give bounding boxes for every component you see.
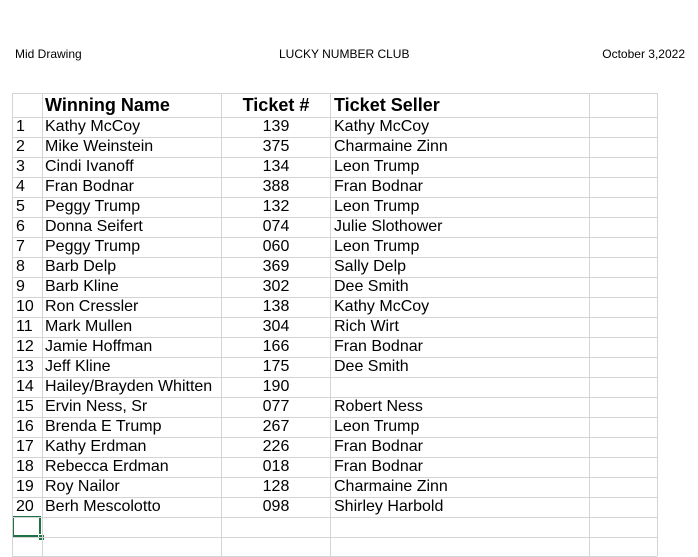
row-number[interactable]: 12: [16, 338, 34, 355]
table-row: [12, 497, 657, 517]
grid-row-line: [12, 457, 657, 458]
row-number[interactable]: 10: [16, 298, 34, 315]
ticket-number-cell[interactable]: 139: [262, 118, 290, 135]
row-number[interactable]: 11: [16, 318, 33, 335]
ticket-seller-cell[interactable]: Kathy McCoy: [334, 118, 430, 135]
ticket-seller-cell[interactable]: Fran Bodnar: [334, 178, 423, 195]
ticket-number-cell[interactable]: 304: [262, 318, 290, 335]
ticket-number-cell[interactable]: 128: [262, 478, 290, 495]
ticket-seller-cell[interactable]: Charmaine Zinn: [334, 478, 448, 495]
row-number[interactable]: 17: [16, 438, 34, 455]
table-row: [12, 137, 657, 157]
table-row: [12, 417, 657, 437]
row-number[interactable]: 4: [16, 178, 25, 195]
grid-row-line: [12, 357, 657, 358]
winning-name-cell[interactable]: Roy Nailor: [45, 478, 120, 495]
ticket-seller-cell[interactable]: Robert Ness: [334, 398, 423, 415]
winning-name-cell[interactable]: Donna Seifert: [45, 218, 143, 235]
ticket-number-cell[interactable]: 060: [262, 238, 290, 255]
grid-row-line: [12, 517, 657, 518]
grid-row-line: [12, 137, 657, 138]
grid-row-line: [12, 297, 657, 298]
winning-name-cell[interactable]: Brenda E Trump: [45, 418, 162, 435]
ticket-number-cell[interactable]: 226: [262, 438, 290, 455]
ticket-number-cell[interactable]: 190: [262, 378, 290, 395]
ticket-seller-cell[interactable]: Charmaine Zinn: [334, 138, 448, 155]
grid-row-line: [12, 497, 657, 498]
ticket-number-cell[interactable]: 018: [262, 458, 290, 475]
winning-name-cell[interactable]: Ron Cressler: [45, 298, 139, 315]
winning-name-cell[interactable]: Peggy Trump: [45, 198, 141, 215]
ticket-seller-cell[interactable]: Leon Trump: [334, 158, 420, 175]
table-row: [12, 277, 657, 297]
row-number[interactable]: 7: [16, 238, 25, 255]
ticket-seller-cell[interactable]: Fran Bodnar: [334, 458, 423, 475]
ticket-number-cell[interactable]: 166: [262, 338, 290, 355]
ticket-number-cell[interactable]: 175: [262, 358, 290, 375]
ticket-seller-cell[interactable]: Fran Bodnar: [334, 338, 423, 355]
table-row: [12, 437, 657, 457]
grid-row-line: [12, 157, 657, 158]
ticket-seller-cell[interactable]: Dee Smith: [334, 278, 409, 295]
grid-row-line: [12, 477, 657, 478]
table-row: [12, 397, 657, 417]
row-number[interactable]: 8: [16, 258, 25, 275]
ticket-number-cell[interactable]: 369: [262, 258, 290, 275]
winning-name-cell[interactable]: Berh Mescolotto: [45, 498, 161, 515]
table-row: [12, 117, 657, 137]
ticket-seller-cell[interactable]: Dee Smith: [334, 358, 409, 375]
ticket-number-cell[interactable]: 098: [262, 498, 290, 515]
ticket-number-cell[interactable]: 375: [262, 138, 290, 155]
grid-row-line: [12, 177, 657, 178]
ticket-seller-cell[interactable]: Leon Trump: [334, 418, 420, 435]
grid-row-line: [12, 417, 657, 418]
table-row: [12, 317, 657, 337]
winning-name-cell[interactable]: Barb Kline: [45, 278, 119, 295]
winning-name-cell[interactable]: Peggy Trump: [45, 238, 141, 255]
grid-row-line: [12, 277, 657, 278]
winning-name-cell[interactable]: Jeff Kline: [45, 358, 111, 375]
winning-name-cell[interactable]: Mike Weinstein: [45, 138, 154, 155]
table-row: [12, 237, 657, 257]
winning-name-cell[interactable]: Jamie Hoffman: [45, 338, 153, 355]
row-number[interactable]: 16: [16, 418, 34, 435]
row-number[interactable]: 6: [16, 218, 25, 235]
table-row: [12, 177, 657, 197]
table-row: [12, 197, 657, 217]
winning-name-cell[interactable]: Kathy McCoy: [45, 118, 141, 135]
winning-name-cell[interactable]: Kathy Erdman: [45, 438, 147, 455]
selected-cell[interactable]: [12, 516, 41, 537]
row-number[interactable]: 18: [16, 458, 34, 475]
winning-name-cell[interactable]: Cindi Ivanoff: [45, 158, 134, 175]
header-center-title: LUCKY NUMBER CLUB: [279, 47, 410, 61]
table-row: [12, 297, 657, 317]
ticket-seller-cell[interactable]: Leon Trump: [334, 198, 420, 215]
header-left-text: Mid Drawing: [15, 47, 82, 61]
table-row: [12, 457, 657, 477]
grid-row-line: [12, 377, 657, 378]
ticket-seller-cell[interactable]: [334, 377, 589, 397]
grid-row-line: [12, 337, 657, 338]
winning-name-cell[interactable]: Fran Bodnar: [45, 178, 134, 195]
winning-name-cell[interactable]: Mark Mullen: [45, 318, 133, 335]
grid-column-line: [42, 93, 43, 556]
grid-row-line: [12, 93, 657, 94]
winning-name-cell[interactable]: Rebecca Erdman: [45, 458, 169, 475]
grid-row-line: [12, 237, 657, 238]
column-header-ticket[interactable]: Ticket #: [242, 95, 310, 115]
ticket-number-cell[interactable]: 267: [262, 418, 290, 435]
winning-name-cell[interactable]: Hailey/Brayden Whitten: [45, 378, 213, 395]
row-number[interactable]: 2: [16, 138, 25, 155]
row-number[interactable]: 15: [16, 398, 34, 415]
ticket-seller-cell[interactable]: Fran Bodnar: [334, 438, 423, 455]
grid-column-line: [221, 93, 222, 556]
table-row: [12, 477, 657, 497]
grid-row-line: [12, 437, 657, 438]
row-number[interactable]: 14: [16, 378, 34, 395]
grid-row-line: [12, 397, 657, 398]
grid-row-line: [12, 117, 657, 118]
ticket-seller-cell[interactable]: Kathy McCoy: [334, 298, 430, 315]
grid-row-line: [12, 217, 657, 218]
grid-row-line: [12, 257, 657, 258]
ticket-seller-cell[interactable]: Julie Slothower: [334, 218, 443, 235]
header-right-date: October 3,2022: [602, 47, 685, 61]
winning-name-cell[interactable]: Barb Delp: [45, 258, 117, 275]
column-header-ticket-seller[interactable]: Ticket Seller: [334, 95, 440, 115]
row-number[interactable]: 19: [16, 478, 34, 495]
ticket-seller-cell[interactable]: Leon Trump: [334, 238, 420, 255]
ticket-number-cell[interactable]: 074: [262, 218, 290, 235]
ticket-number-cell[interactable]: 132: [262, 198, 290, 215]
grid-column-line: [12, 93, 13, 556]
column-header-winning-name[interactable]: Winning Name: [45, 95, 170, 115]
table-row: [12, 377, 657, 397]
ticket-number-cell[interactable]: 302: [262, 278, 290, 295]
row-number[interactable]: 9: [16, 278, 25, 295]
ticket-number-cell[interactable]: 138: [262, 298, 290, 315]
table-row: [12, 357, 657, 377]
grid-row-line: [12, 197, 657, 198]
table-row: [12, 157, 657, 177]
row-number[interactable]: 1: [16, 118, 25, 135]
spreadsheet-grid[interactable]: [12, 93, 657, 556]
row-number[interactable]: 20: [16, 498, 34, 515]
grid-column-line: [657, 93, 658, 556]
ticket-seller-cell[interactable]: Rich Wirt: [334, 318, 399, 335]
ticket-number-cell[interactable]: 077: [262, 398, 290, 415]
winning-name-cell[interactable]: Ervin Ness, Sr: [45, 398, 148, 415]
row-number[interactable]: 3: [16, 158, 25, 175]
grid-row-line: [12, 537, 657, 538]
table-header-row: [12, 93, 657, 117]
ticket-number-cell[interactable]: 388: [262, 178, 290, 195]
ticket-number-cell[interactable]: 134: [262, 158, 290, 175]
table-row: [12, 217, 657, 237]
grid-column-line: [330, 93, 331, 556]
grid-row-line: [12, 317, 657, 318]
grid-column-line: [589, 93, 590, 556]
row-number[interactable]: 13: [16, 358, 34, 375]
table-row: [12, 257, 657, 277]
ticket-seller-cell[interactable]: Shirley Harbold: [334, 498, 444, 515]
table-row: [12, 337, 657, 357]
row-number[interactable]: 5: [16, 198, 25, 215]
ticket-seller-cell[interactable]: Sally Delp: [334, 258, 407, 275]
